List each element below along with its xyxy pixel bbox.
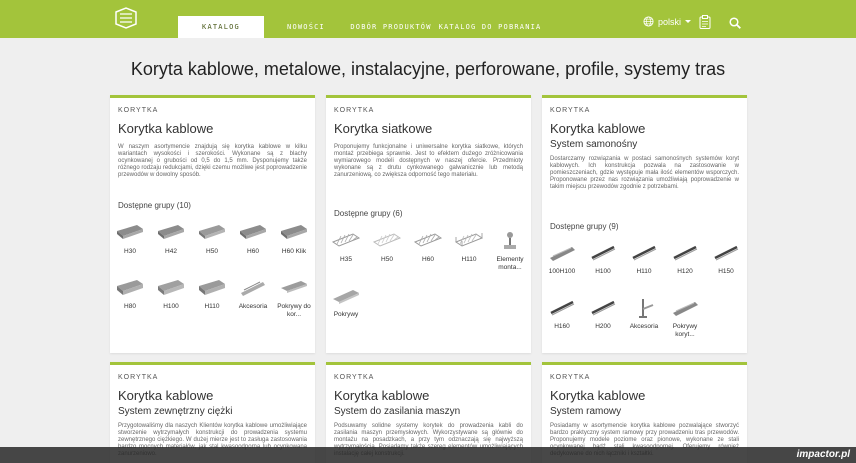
- mounting-clamp-icon: [495, 230, 525, 252]
- product-item[interactable]: [193, 222, 231, 256]
- wire-tray-icon: [331, 230, 361, 252]
- cable-tray-icon: [238, 222, 268, 244]
- product-label: H100: [595, 268, 611, 275]
- language-selector[interactable]: [643, 16, 691, 27]
- tray-cover-icon: [331, 285, 361, 307]
- cable-tray-icon: [197, 222, 227, 244]
- rail-profile-icon: [588, 297, 618, 319]
- top-navigation-bar: [0, 0, 856, 38]
- cable-tray-icon: [197, 277, 227, 299]
- product-item[interactable]: [152, 277, 190, 311]
- card-title[interactable]: Korytka kablowe: [118, 121, 214, 136]
- product-label: H150: [718, 268, 734, 275]
- card-category: KORYTKA: [118, 107, 159, 114]
- product-item[interactable]: [193, 277, 231, 311]
- bottom-overlay-bar: [0, 447, 856, 463]
- cable-tray-icon: [115, 277, 145, 299]
- card-category: KORYTKA: [550, 107, 591, 114]
- rail-profile-icon: [711, 242, 741, 264]
- product-label: Akcesoria: [238, 303, 268, 310]
- card-title[interactable]: Korytka kablowe: [118, 388, 214, 403]
- category-card-korytka-kablowe[interactable]: [110, 95, 315, 353]
- cable-tray-icon: [279, 222, 309, 244]
- card-title[interactable]: Korytka kablowe: [550, 121, 646, 136]
- groups-label: Dostępne grupy (6): [334, 209, 403, 218]
- wire-tray-icon: [454, 230, 484, 252]
- wire-tray-icon: [372, 230, 402, 252]
- product-item[interactable]: [625, 242, 663, 276]
- rail-profile-icon: [547, 242, 577, 264]
- globe-icon: [643, 16, 654, 27]
- product-label: H30: [124, 248, 136, 255]
- language-label: polski: [658, 16, 682, 27]
- product-label: H42: [165, 248, 177, 255]
- card-category: KORYTKA: [550, 374, 591, 381]
- product-item[interactable]: [584, 242, 622, 276]
- product-label: H50: [206, 248, 218, 255]
- product-label: H60: [422, 256, 434, 263]
- nav-katalog[interactable]: KATALOG: [178, 16, 264, 38]
- main-menu: [178, 16, 542, 38]
- card-title[interactable]: Korytka siatkowe: [334, 121, 433, 136]
- card-description: Posiadamy w asortymencie korytka kablowe pozwalające stworzyć bardzo praktyczny system ramowy przy prowadzeniu tras przewodów. Proponujemy modele poziome oraz pionowe, wykonane ze stali: [550, 423, 739, 443]
- rail-profile-icon: [629, 242, 659, 264]
- product-label: Pokrywy: [333, 311, 359, 318]
- product-item[interactable]: [368, 230, 406, 264]
- card-subtitle: System samonośny: [550, 139, 638, 150]
- product-item[interactable]: [543, 297, 581, 331]
- product-item[interactable]: [327, 285, 365, 319]
- product-item[interactable]: [666, 242, 704, 276]
- product-label: Elementy monta...: [496, 256, 524, 271]
- product-item[interactable]: [625, 297, 663, 331]
- clipboard-icon[interactable]: [699, 15, 711, 29]
- product-label: H60: [247, 248, 259, 255]
- product-item[interactable]: [450, 230, 488, 264]
- groups-label: Dostępne grupy (10): [118, 201, 191, 210]
- wire-tray-icon: [413, 230, 443, 252]
- product-item[interactable]: [327, 230, 365, 264]
- product-item[interactable]: [584, 297, 622, 331]
- card-subtitle: System ramowy: [550, 406, 622, 417]
- rail-profile-icon: [588, 242, 618, 264]
- product-item[interactable]: [275, 222, 313, 256]
- product-label: H110: [461, 256, 477, 263]
- product-label: H160: [554, 323, 570, 330]
- product-item[interactable]: [491, 230, 529, 272]
- product-item[interactable]: [275, 277, 313, 319]
- rail-profile-icon: [547, 297, 577, 319]
- product-item[interactable]: [234, 277, 272, 311]
- tray-cover-icon: [670, 297, 700, 319]
- card-title[interactable]: Korytka kablowe: [550, 388, 646, 403]
- rail-profile-icon: [670, 242, 700, 264]
- cable-tray-icon: [156, 222, 186, 244]
- card-description: Dostarczamy rozwiązania w postaci samonośnych systemów koryt kablowych. Ich konstrukcja pozwala na zastosowanie w pomieszczeniach, gdzie występuje mała ilość elementów wsporczych. Proponowane przez nas rozwiązania umożliwiają poprowadzenie w takim miejscu przewodów zgodnie z potrzebami.: [550, 156, 739, 190]
- card-subtitle: System do zasilania maszyn: [334, 406, 461, 417]
- product-label: H60 Klik: [281, 248, 307, 255]
- search-icon[interactable]: [729, 17, 741, 29]
- category-card-system-samonosny[interactable]: [542, 95, 747, 353]
- product-label: H110: [636, 268, 652, 275]
- page-title: Koryta kablowe, metalowe, instalacyjne, perforowane, profile, systemy tras: [130, 59, 726, 79]
- nav-dobor-produktow[interactable]: DOBÓR PRODUKTÓW: [350, 23, 432, 31]
- product-item[interactable]: [111, 222, 149, 256]
- tray-accessory-icon: [238, 277, 268, 299]
- product-label: Pokrywy do kor...: [277, 303, 311, 318]
- product-label: H80: [124, 303, 136, 310]
- product-item[interactable]: [111, 277, 149, 311]
- product-label: H110: [204, 303, 220, 310]
- card-description: W naszym asortymencie znajdują się korytka kablowe w kilku wariantach wysokości i szerokości. Wykonane są z blachy ocynkowanej o grubości od 0,5 do 1,5 mm. Dysponujemy także różnego rodzaju redukcjami, dzięki czemu możliwe jest poprowadzenie przewodów w dowolny sposób.: [118, 144, 307, 178]
- product-label: Pokrywy koryt...: [672, 323, 698, 338]
- product-label: H100: [163, 303, 179, 310]
- product-label: H35: [340, 256, 352, 263]
- product-item[interactable]: [409, 230, 447, 264]
- card-description: Podsuwamy solidne systemy korytek do prowadzenia kabli do zasilania maszyn przemysłowych. Wykorzystywane są głównie do montażu na posadzkach, a przy tym odznaczają się najwyższą: [334, 423, 523, 443]
- category-card-korytka-siatkowe[interactable]: [326, 95, 531, 353]
- product-label: H200: [595, 323, 611, 330]
- product-item[interactable]: [152, 222, 190, 256]
- cable-tray-icon: [115, 222, 145, 244]
- card-category: KORYTKA: [334, 107, 375, 114]
- company-logo[interactable]: [114, 6, 138, 30]
- product-label: H120: [677, 268, 693, 275]
- nav-katalog-do-pobrania[interactable]: KATALOG DO POBRANIA: [438, 23, 542, 31]
- groups-label: Dostępne grupy (9): [550, 222, 619, 231]
- tray-cover-icon: [279, 277, 309, 299]
- product-label: Akcesoria: [629, 323, 659, 330]
- card-category: KORYTKA: [118, 374, 159, 381]
- chevron-down-icon: [685, 20, 691, 23]
- card-description: Przygotowaliśmy dla naszych Klientów korytka kablowe umożliwiające stworzenie wytrzymałych konstrukcji do prowadzenia systemu zewnętrznego ciężkiego. W dużej mierze jest to zasługa zastosowania: [118, 423, 307, 443]
- product-item[interactable]: [707, 242, 745, 276]
- product-item[interactable]: [666, 297, 704, 339]
- card-subtitle: System zewnętrzny ciężki: [118, 406, 233, 417]
- card-title[interactable]: Korytka kablowe: [334, 388, 430, 403]
- product-item[interactable]: [543, 242, 581, 276]
- card-description: Proponujemy funkcjonalne i uniwersalne korytka siatkowe, których montaż przebiega sprawnie. Jest to efektem dużego zróżnicowania wymiarowego modeli dostępnych w naszej ofercie. Przedmioty wykonane są z drutu cynkowanego galwanicznie lub metodą zanurzeniową, co zwiększa odporność tego materiału.: [334, 144, 523, 178]
- product-item[interactable]: [234, 222, 272, 256]
- card-category: KORYTKA: [334, 374, 375, 381]
- product-label: 100H100: [548, 268, 576, 275]
- product-label: H50: [381, 256, 393, 263]
- bracket-accessory-icon: [629, 297, 659, 319]
- watermark: impactor.pl: [796, 449, 850, 460]
- cable-tray-icon: [156, 277, 186, 299]
- nav-nowosci[interactable]: NOWOŚCI: [287, 23, 325, 31]
